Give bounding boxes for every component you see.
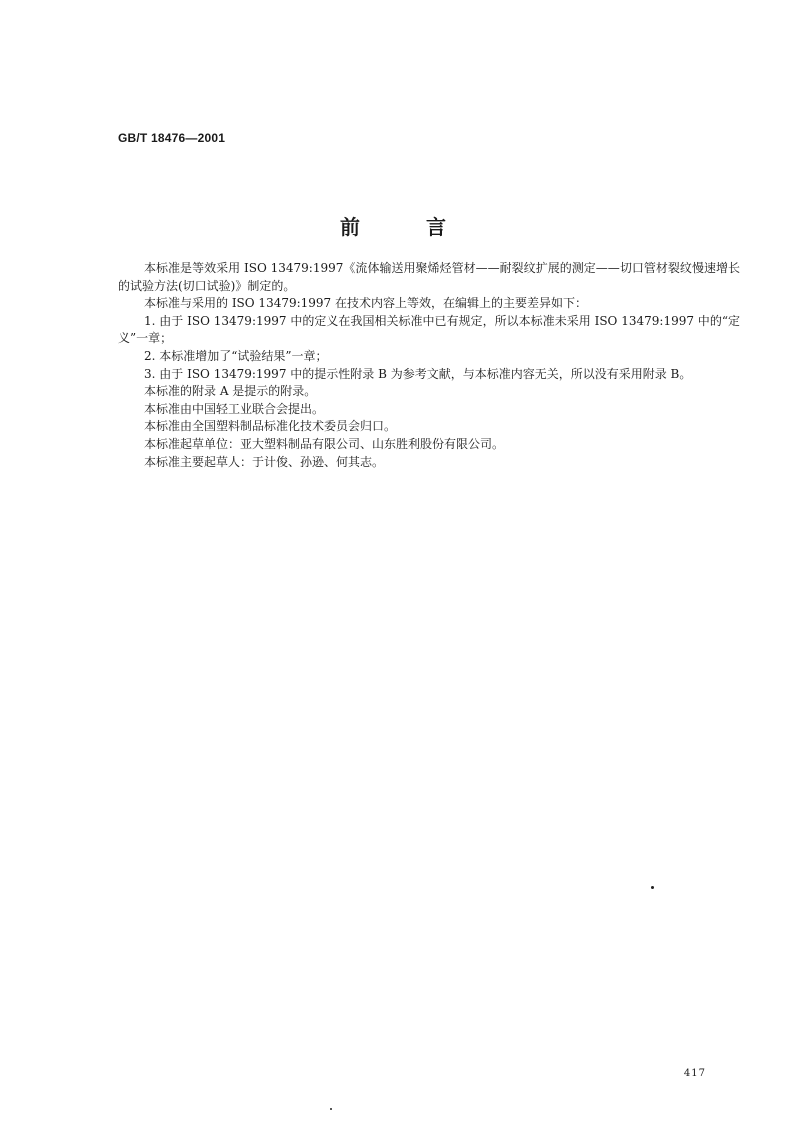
- paragraph: 3. 由于 ISO 13479:1997 中的提示性附录 B 为参考文献，与本标准内容无关，所以没有采用附录 B。: [144, 366, 692, 381]
- paragraph: 本标准起草单位：亚大塑料制品有限公司、山东胜利股份有限公司。: [144, 436, 505, 451]
- paragraph: 2. 本标准增加了“试验结果”一章；: [144, 348, 328, 363]
- paragraph: 本标准主要起草人：于计俊、孙逊、何其志。: [144, 454, 385, 469]
- standard-code: GB/T 18476—2001: [118, 131, 226, 145]
- paragraph: 本标准由全国塑料制品标准化技术委员会归口。: [144, 419, 397, 434]
- scan-speck: [330, 1108, 332, 1110]
- paragraph: 本标准由中国轻工业联合会提出。: [144, 401, 325, 416]
- scan-speck: [651, 886, 654, 889]
- page-number: 417: [683, 1068, 706, 1079]
- foreword-body: [118, 260, 740, 471]
- page-title: 前言: [340, 215, 512, 239]
- paragraph: 本标准的附录 A 是提示的附录。: [144, 384, 317, 399]
- paragraph: 1. 由于 ISO 13479:1997 中的定义在我国相关标准中已有规定，所以本标准未采用 ISO 13479:1997 中的“定义”一章；: [118, 313, 740, 346]
- paragraph: 本标准与采用的 ISO 13479:1997 在技术内容上等效，在编辑上的主要差异如下：: [144, 296, 588, 311]
- paragraph: 本标准是等效采用 ISO 13479:1997《流体输送用聚烯烃管材——耐裂纹扩展的测定——切口管材裂纹慢速增长的试验方法(切口试验)》制定的。: [118, 261, 740, 293]
